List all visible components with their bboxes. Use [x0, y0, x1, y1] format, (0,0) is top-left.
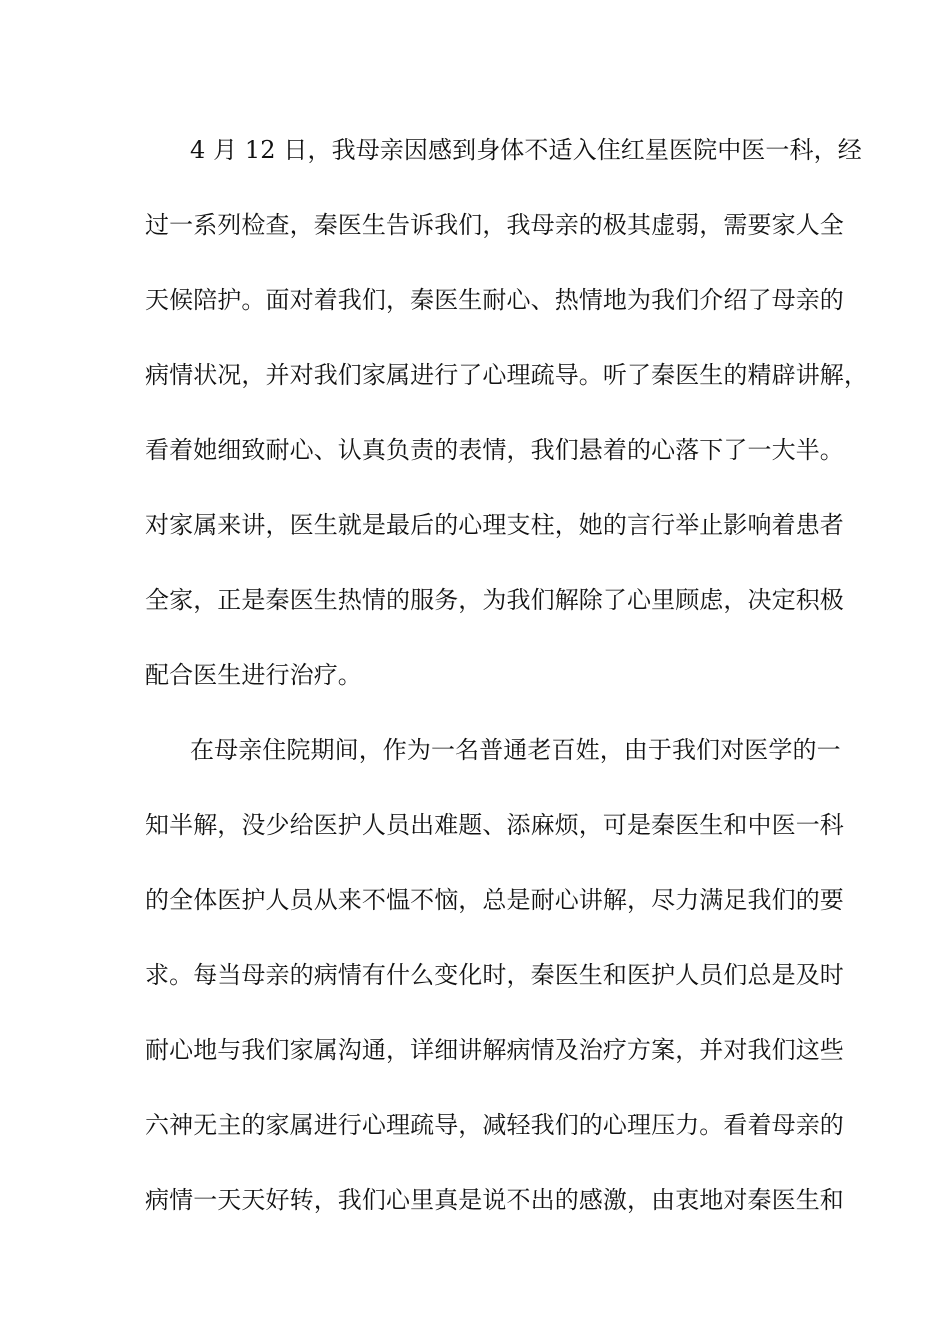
paragraph-2-line-5: 耐心地与我们家属沟通，详细讲解病情及治疗方案，并对我们这些	[145, 1036, 844, 1064]
paragraph-2-line-7: 病情一天天好转，我们心里真是说不出的感激，由衷地对秦医生和	[145, 1186, 844, 1214]
paragraph-1-line-6: 对家属来讲，医生就是最后的心理支柱，她的言行举止影响着患者	[145, 511, 844, 539]
paragraph-1-line-2: 过一系列检查，秦医生告诉我们，我母亲的极其虚弱，需要家人全	[145, 211, 844, 239]
paragraph-2-line-1: 在母亲住院期间，作为一名普通老百姓，由于我们对医学的一	[190, 736, 841, 764]
paragraph-2-line-2: 知半解，没少给医护人员出难题、添麻烦，可是秦医生和中医一科	[145, 811, 844, 839]
paragraph-1-line-8: 配合医生进行治疗。	[145, 661, 362, 689]
paragraph-1-line-3: 天候陪护。面对着我们，秦医生耐心、热情地为我们介绍了母亲的	[145, 286, 844, 314]
paragraph-2-line-3: 的全体医护人员从来不愠不恼，总是耐心讲解，尽力满足我们的要	[145, 886, 844, 914]
paragraph-1-line-7: 全家，正是秦医生热情的服务，为我们解除了心里顾虑，决定积极	[145, 586, 844, 614]
paragraph-2-line-4: 求。每当母亲的病情有什么变化时，秦医生和医护人员们总是及时	[145, 961, 844, 989]
paragraph-1-line-1: 4 月 12 日，我母亲因感到身体不适入住红星医院中医一科，经	[190, 136, 862, 164]
paragraph-1-line-5: 看着她细致耐心、认真负责的表情，我们悬着的心落下了一大半。	[145, 436, 844, 464]
paragraph-2-line-6: 六神无主的家属进行心理疏导，减轻我们的心理压力。看着母亲的	[145, 1111, 844, 1139]
paragraph-1-line-4: 病情状况，并对我们家属进行了心理疏导。听了秦医生的精辟讲解，	[145, 361, 868, 389]
